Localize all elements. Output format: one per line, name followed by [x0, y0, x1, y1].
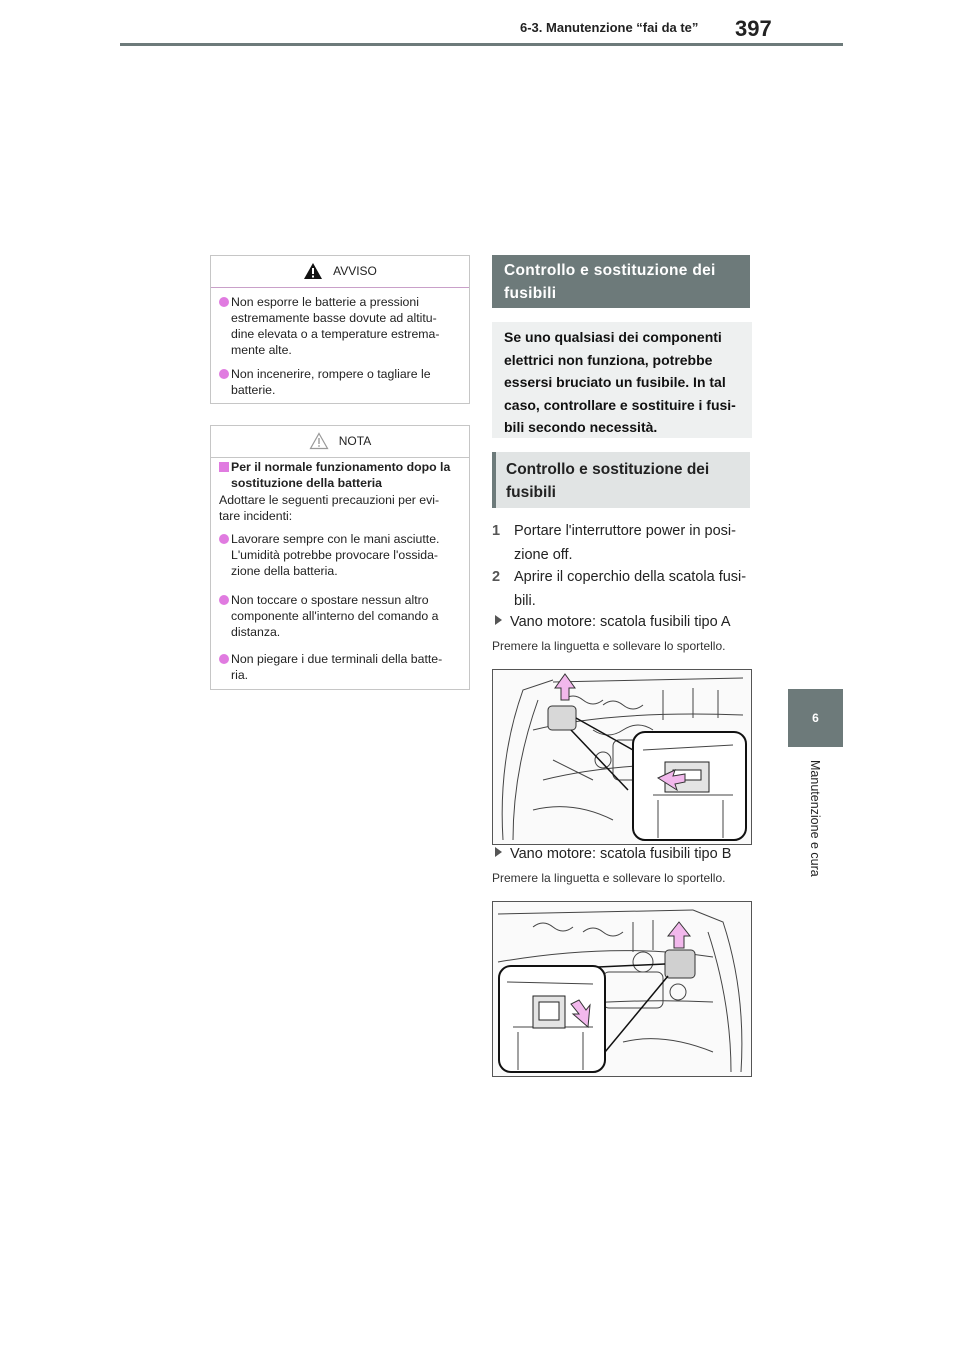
arrow-bullet-icon	[495, 847, 502, 857]
warning-box	[210, 255, 470, 404]
caution-icon	[309, 432, 329, 450]
warning-icon	[303, 262, 323, 280]
section-header: 6-3. Manutenzione “fai da te”	[520, 20, 699, 35]
note-heading: Per il normale funzionamento dopo la sostituzione della batteria	[219, 459, 459, 491]
bullet-icon	[219, 297, 229, 307]
step-2: 2 Aprire il coperchio della scatola fusi-bili.	[492, 569, 747, 609]
fuse-box-b-label: Vano motore: scatola fusibili tipo B	[495, 846, 765, 862]
section-title: Controllo e sostituzione dei fusibili	[492, 255, 750, 308]
subsection-title: Controllo e sostituzione dei fusibili	[492, 452, 750, 508]
fuse-box-a-illustration	[492, 669, 752, 845]
bullet-icon	[219, 595, 229, 605]
fuse-box-a-note: Premere la linguetta e sollevare lo sportello.	[492, 639, 726, 653]
list-item: Non incenerire, rompere o tagliare le batterie.	[219, 366, 459, 398]
bullet-icon	[219, 534, 229, 544]
fuse-box-b-note: Premere la linguetta e sollevare lo sportello.	[492, 871, 726, 885]
note-title: NOTA	[338, 434, 372, 448]
note-title-bar	[211, 426, 469, 456]
warning-title-bar	[211, 256, 469, 286]
list-item: Non esporre le batterie a pressioni estremamente basse dovute ad altitu-dine elevata o a temperature estrema-mente alte.	[219, 294, 459, 358]
bullet-icon	[219, 369, 229, 379]
list-item: Non piegare i due terminali della batte-ria.	[219, 651, 459, 683]
fuse-box-a-label: Vano motore: scatola fusibili tipo A	[495, 614, 765, 630]
header-rule	[120, 43, 843, 46]
chapter-tab: 6	[788, 689, 843, 747]
square-bullet-icon	[219, 462, 229, 472]
step-1: 1 Portare l'interruttore power in posi-zione off.	[492, 523, 736, 563]
arrow-bullet-icon	[495, 615, 502, 625]
chapter-label: Manutenzione e cura	[808, 760, 822, 877]
warning-title: AVVISO	[333, 264, 377, 278]
page-number: 397	[735, 16, 772, 41]
bullet-icon	[219, 654, 229, 664]
list-item: Lavorare sempre con le mani asciutte. L'umidità potrebbe provocare l'ossida-zione della batteria.	[219, 531, 459, 579]
list-item: Non toccare o spostare nessun altro componente all'interno del comando a distanza.	[219, 592, 459, 640]
note-intro: Adottare le seguenti precauzioni per evi-tare incidenti:	[219, 493, 440, 523]
note-box	[210, 425, 470, 690]
intro-text: Se uno qualsiasi dei componenti elettrici non funziona, potrebbe essersi bruciato un fusibile. In tal caso, controllare e sostituire i fusi-bili secondo necessità.	[492, 322, 752, 438]
fuse-box-b-illustration	[492, 901, 752, 1077]
